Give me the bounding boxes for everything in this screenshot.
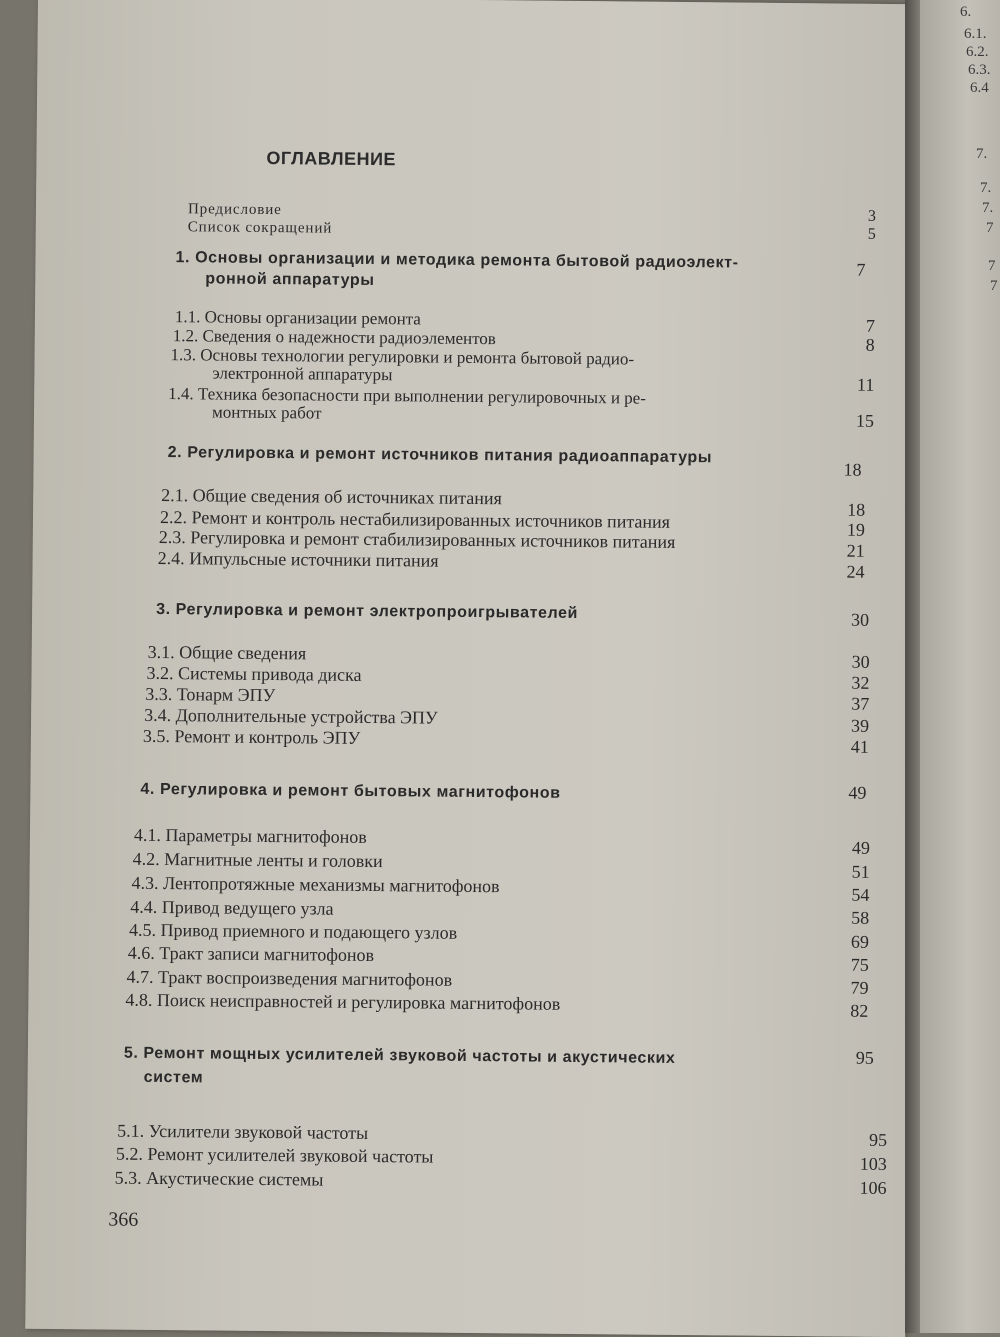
toc-page-4-4: 58 — [851, 907, 870, 928]
toc-page-4-1: 49 — [851, 837, 870, 858]
toc-entry-2-1: 2.1. Общие сведения об источниках питания — [161, 484, 502, 509]
toc-page-3-4: 39 — [850, 715, 870, 736]
toc-entry-4-5: 4.5. Привод приемного и подающего узлов — [128, 919, 458, 943]
toc-entry-4-7: 4.7. Тракт воспроизведения магнитофонов — [126, 966, 453, 990]
toc-page-3-2: 32 — [851, 672, 870, 693]
toc-page-2-2: 19 — [846, 519, 866, 540]
toc-entry-5-1: 5.1. Усилители звуковой частоты — [117, 1120, 369, 1143]
toc-page-3-5: 41 — [850, 736, 869, 757]
toc-page-ch5: 95 — [855, 1047, 874, 1068]
toc-page-3-1: 30 — [851, 651, 870, 672]
toc-entry-4-1: 4.1. Параметры магнитофонов — [133, 824, 367, 847]
next-page-fragment: 7 — [990, 278, 998, 294]
toc-heading: ОГЛАВЛЕНИЕ — [266, 147, 397, 170]
toc-entry-3-4: 3.4. Дополнительные устройства ЭПУ — [144, 704, 438, 728]
toc-page-2-4: 24 — [846, 561, 865, 582]
toc-page-5-1: 95 — [868, 1129, 888, 1150]
toc-entry-2-2: 2.2. Ремонт и контроль нестабилизированных источников питания — [159, 506, 671, 532]
toc-entry-4-3: 4.3. Лентопротяжные механизмы магнитофонов — [131, 872, 500, 897]
toc-chapter-1: 1. Основы организации и методика ремонта бытовой радиоэлект- — [175, 249, 739, 272]
next-page-fragment: 7. — [982, 200, 994, 216]
next-page-fragment: 7 — [986, 220, 994, 236]
toc-chapter-1-cont: ронной аппаратуры — [205, 270, 375, 290]
toc-entry-2-4: 2.4. Импульсные источники питания — [157, 547, 439, 571]
toc-page-1-4: 15 — [855, 410, 875, 431]
next-page-fragment: 6.3. — [968, 62, 991, 78]
next-page-fragment: 6.4 — [970, 80, 989, 96]
toc-entry-4-4: 4.4. Привод ведущего узла — [130, 896, 334, 919]
toc-entry-1-3-cont: электронной аппаратуры — [212, 363, 393, 385]
toc-entry-3-1: 3.1. Общие сведения — [147, 641, 307, 664]
toc-entry-1-1: 1.1. Основы организации ремонта — [174, 307, 421, 329]
toc-page-4-2: 51 — [851, 861, 870, 882]
toc-page-2-3: 21 — [846, 540, 865, 561]
toc-entry-4-6: 4.6. Тракт записи магнитофонов — [127, 942, 375, 966]
toc-chapter-5-cont: систем — [143, 1068, 204, 1087]
next-page-fragment: 7 — [988, 258, 996, 274]
toc-page-3-3: 37 — [851, 693, 870, 714]
toc-page-5-2: 103 — [859, 1153, 887, 1174]
toc-entry-abbreviations: Список сокращений — [187, 219, 333, 237]
toc-page-4-8: 82 — [850, 1000, 869, 1021]
toc-entry-1-2: 1.2. Сведения о надежности радиоэлементов — [172, 326, 496, 349]
toc-page-4-5: 69 — [850, 931, 870, 952]
toc-entry-1-4-cont: монтных работ — [211, 402, 322, 423]
toc-page-ch4: 49 — [848, 782, 867, 803]
toc-entry-5-3: 5.3. Акустические системы — [114, 1167, 324, 1190]
toc-page-preface: 3 — [867, 207, 877, 225]
toc-entry-1-3: 1.3. Основы технологии регулировки и ремонта бытовой радио- — [170, 345, 635, 369]
toc-chapter-5: 5. Ремонт мощных усилителей звуковой частоты и акустических — [123, 1044, 676, 1067]
toc-entry-3-2: 3.2. Системы привода диска — [146, 662, 362, 685]
toc-page-1-3: 11 — [856, 374, 875, 395]
toc-entry-3-5: 3.5. Ремонт и контроль ЭПУ — [142, 725, 361, 748]
next-page-fragment: 6. — [960, 4, 972, 20]
toc-page-4-3: 54 — [851, 884, 870, 905]
toc-entry-4-8: 4.8. Поиск неисправностей и регулировка магнитофонов — [125, 989, 561, 1014]
toc-page-ch2: 18 — [843, 459, 862, 480]
toc-entry-4-2: 4.2. Магнитные ленты и головки — [132, 848, 383, 872]
toc-page-4-6: 75 — [850, 954, 869, 975]
page-number: 366 — [108, 1208, 139, 1231]
toc-chapter-3: 3. Регулировка и ремонт электропроигрывателей — [156, 600, 579, 622]
toc-page-1-2: 8 — [865, 334, 875, 355]
toc-page-4-7: 79 — [850, 977, 869, 998]
book-page — [25, 0, 918, 1337]
toc-page-5-3: 106 — [859, 1177, 887, 1198]
toc-entry-preface: Предисловие — [187, 201, 282, 219]
next-page-fragment: 6.2. — [966, 44, 989, 60]
next-page-fragment: 7. — [976, 146, 988, 162]
next-page-fragment: 7. — [980, 180, 992, 196]
toc-chapter-4: 4. Регулировка и ремонт бытовых магнитофонов — [140, 780, 561, 802]
toc-entry-3-3: 3.3. Тонарм ЭПУ — [145, 683, 276, 706]
toc-page-2-1: 18 — [847, 499, 866, 520]
next-page-fragment: 6.1. — [964, 26, 987, 42]
next-page-edge — [920, 0, 1000, 1333]
toc-page-1-1: 7 — [865, 315, 875, 336]
toc-chapter-2: 2. Регулировка и ремонт источников питания радиоаппаратуры — [167, 444, 713, 467]
toc-entry-5-2: 5.2. Ремонт усилителей звуковой частоты — [115, 1143, 434, 1167]
toc-page-ch3: 30 — [850, 609, 870, 630]
toc-entry-1-4: 1.4. Техника безопасности при выполнении регулировочных и ре- — [168, 384, 647, 408]
toc-page-abbreviations: 5 — [867, 225, 876, 243]
toc-page-ch1: 7 — [856, 259, 866, 280]
toc-entry-2-3: 2.3. Регулировка и ремонт стабилизированных источников питания — [158, 526, 676, 552]
